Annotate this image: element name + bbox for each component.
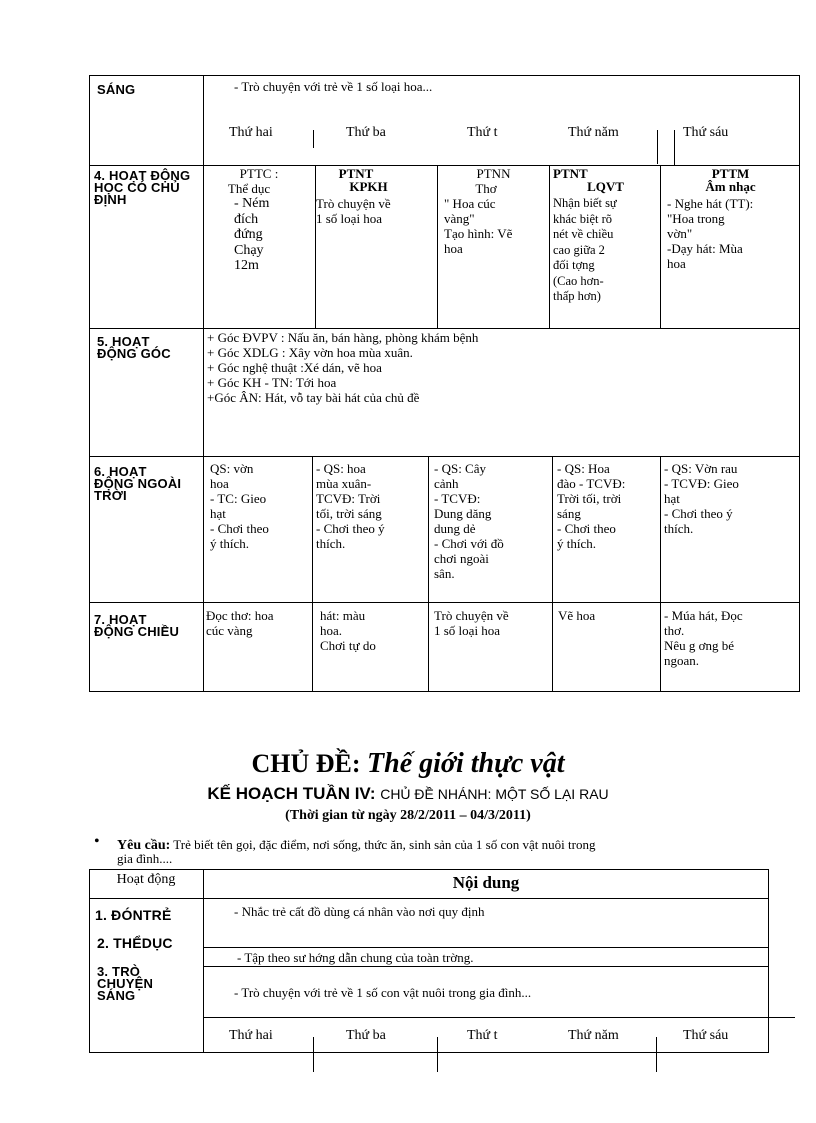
day-header-mon: Thứ hai (229, 125, 273, 140)
row4-thu-sub: LQVT (587, 179, 624, 194)
row-label-tro-chuyen: 3. TRÒ CHUYỆN SÁNG (97, 964, 154, 1003)
row4-wed-sub: Thơ (475, 181, 497, 196)
column-divider (660, 456, 661, 692)
row4-fri-body: - Nghe hát (TT): "Hoa trong vờn" -Dạy hát: Mùa hoa (667, 196, 754, 271)
row4-tue-body: Trò chuyện về 1 số loại hoa (316, 196, 391, 226)
day-header-wed: Thứ t (467, 1028, 498, 1043)
tick-mark (437, 1037, 438, 1072)
row7-wed: Trò chuyện về 1 số loại hoa (434, 608, 509, 638)
r2-content: - Tập theo sư hớng dẫn chung của toàn trờng. (237, 950, 474, 965)
row-label-hoat-dong-chieu: 7. HOẠT ĐỘNG CHIỀU (94, 612, 180, 639)
tick-mark (656, 1037, 657, 1072)
row4-mon-body: - Ném đích đứng Chạy 12m (234, 196, 270, 273)
row-divider (89, 898, 769, 899)
row5-content: + Góc ĐVPV : Nấu ăn, bán hàng, phòng khám bệnh + Góc XDLG : Xây vờn hoa mùa xuân. + Góc nghệ thuật :Xé dán, vẽ hoa + Góc KH - TN: Tới hoa +Góc ÂN: Hát, vỗ tay bài hát của chủ đề (207, 330, 479, 405)
day-header-thu: Thứ năm (568, 125, 619, 140)
r3-content: - Trò chuyện với trẻ về 1 số con vật nuôi trong gia đình... (234, 985, 532, 1000)
tick-mark (674, 130, 675, 165)
requirement-line (117, 838, 595, 852)
column-divider (552, 456, 553, 692)
row7-thu: Vẽ hoa (558, 608, 596, 623)
day-header-mon: Thứ hai (229, 1028, 273, 1043)
requirement-label: Yêu cầu: (117, 838, 171, 853)
day-header-tue: Thứ ba (346, 125, 386, 140)
column-divider (203, 869, 204, 1053)
row4-wed-body: " Hoa cúc vàng" Tạo hình: Vẽ hoa (444, 196, 513, 256)
tick-mark (657, 130, 658, 164)
row6-wed: - QS: Cây cảnh - TCVĐ: Dung dăng dung dẻ - Chơi với đồ chơi ngoài sân. (434, 461, 504, 581)
branch-label: CHỦ ĐỀ NHÁNH: MỘT SỐ LẠI RAU (380, 786, 609, 802)
tick-mark (313, 1037, 314, 1072)
theme-title (0, 748, 816, 780)
row6-fri: - QS: Vờn rau - TCVĐ: Gieo hạt - Chơi theo ý thích. (664, 461, 739, 536)
col-header-activity: Hoạt động (116, 872, 176, 887)
column-divider (312, 456, 313, 692)
r1-content: - Nhắc trẻ cất đồ dùng cá nhân vào nơi quy định (234, 904, 485, 919)
day-header-fri: Thứ sáu (683, 125, 729, 140)
row-label-hoat-dong-goc: 5. HOẠT ĐỘNG GÓC (97, 334, 171, 361)
row4-mon-head: PTTC : (239, 166, 279, 181)
day-header-fri: Thứ sáu (683, 1028, 729, 1043)
week-label: KẾ HOẠCH TUẦN IV: (207, 784, 381, 803)
row4-fri-head: PTTM (711, 166, 750, 181)
row4-tue-sub: KPKH (349, 179, 388, 194)
row-divider (89, 456, 800, 457)
row-divider (89, 328, 800, 329)
day-header-tue: Thứ ba (346, 1028, 386, 1043)
tick-mark (313, 130, 314, 148)
time-range: (Thời gian từ ngày 28/2/2011 – 04/3/2011) (285, 808, 531, 823)
bullet: • (94, 833, 100, 850)
row-label-hoat-dong-ngoai-troi: 6. HOẠT ĐỘNG NGOÀI TRỜI (94, 464, 182, 503)
day-header-thu: Thứ năm (568, 1028, 619, 1043)
sang-content: - Trò chuyện với trẻ về 1 số loại hoa... (234, 79, 433, 94)
row4-fri-sub: Âm nhạc (705, 179, 756, 194)
row-divider (89, 602, 800, 603)
row6-tue: - QS: hoa mùa xuân- TCVĐ: Trời tối, trời sáng - Chơi theo ý thích. (316, 461, 385, 551)
day-header-wed: Thứ t (467, 125, 498, 140)
row7-tue: hát: màu hoa. Chơi tự do (320, 608, 376, 653)
row4-wed-head: PTNN (476, 166, 511, 181)
row-divider (203, 966, 769, 967)
row4-thu-head: PTNT (553, 166, 588, 181)
row4-thu-body: Nhận biết sự khác biệt rõ nét về chiều cao giữa 2 đối tợng (Cao hơn- thấp hơn) (553, 196, 617, 303)
row7-mon: Đọc thơ: hoa cúc vàng (206, 608, 274, 638)
row-label-the-duc: 2. THỂDỤC (97, 935, 173, 951)
row-label-don-tre: 1. ĐÓNTRẺ (95, 907, 172, 923)
row-label-sang: SÁNG (97, 82, 136, 97)
requirement-text-continued: gia đình.... (117, 851, 173, 866)
row6-mon: QS: vờn hoa - TC: Gieo hạt - Chơi theo ý thích. (210, 461, 269, 551)
row-divider (203, 947, 769, 948)
theme-name: Thế giới thực vật (367, 748, 565, 779)
row-label-hoat-dong-hoc: 4. HOẠT ĐỘNG HỌC CÓ CHỦ ĐỊNH (94, 168, 191, 207)
row6-thu: - QS: Hoa đào - TCVĐ: Trời tối, trời sáng - Chơi theo ý thích. (557, 461, 626, 551)
col-header-content: Nội dung (452, 873, 520, 892)
week-plan-title (0, 784, 816, 804)
column-divider (549, 165, 550, 328)
row4-tue-head: PTNT (338, 166, 374, 181)
row-divider (203, 1017, 795, 1018)
row7-fri: - Múa hát, Đọc thơ. Nêu g ơng bé ngoan. (664, 608, 743, 668)
row4-mon-sub: Thể dục (227, 181, 271, 196)
column-divider (428, 456, 429, 692)
theme-prefix: CHỦ ĐỀ: (251, 749, 368, 778)
requirement-text: Trẻ biết tên gọi, đặc điểm, nơi sống, thức ăn, sinh sản của 1 số con vật nuôi trong (170, 837, 596, 852)
